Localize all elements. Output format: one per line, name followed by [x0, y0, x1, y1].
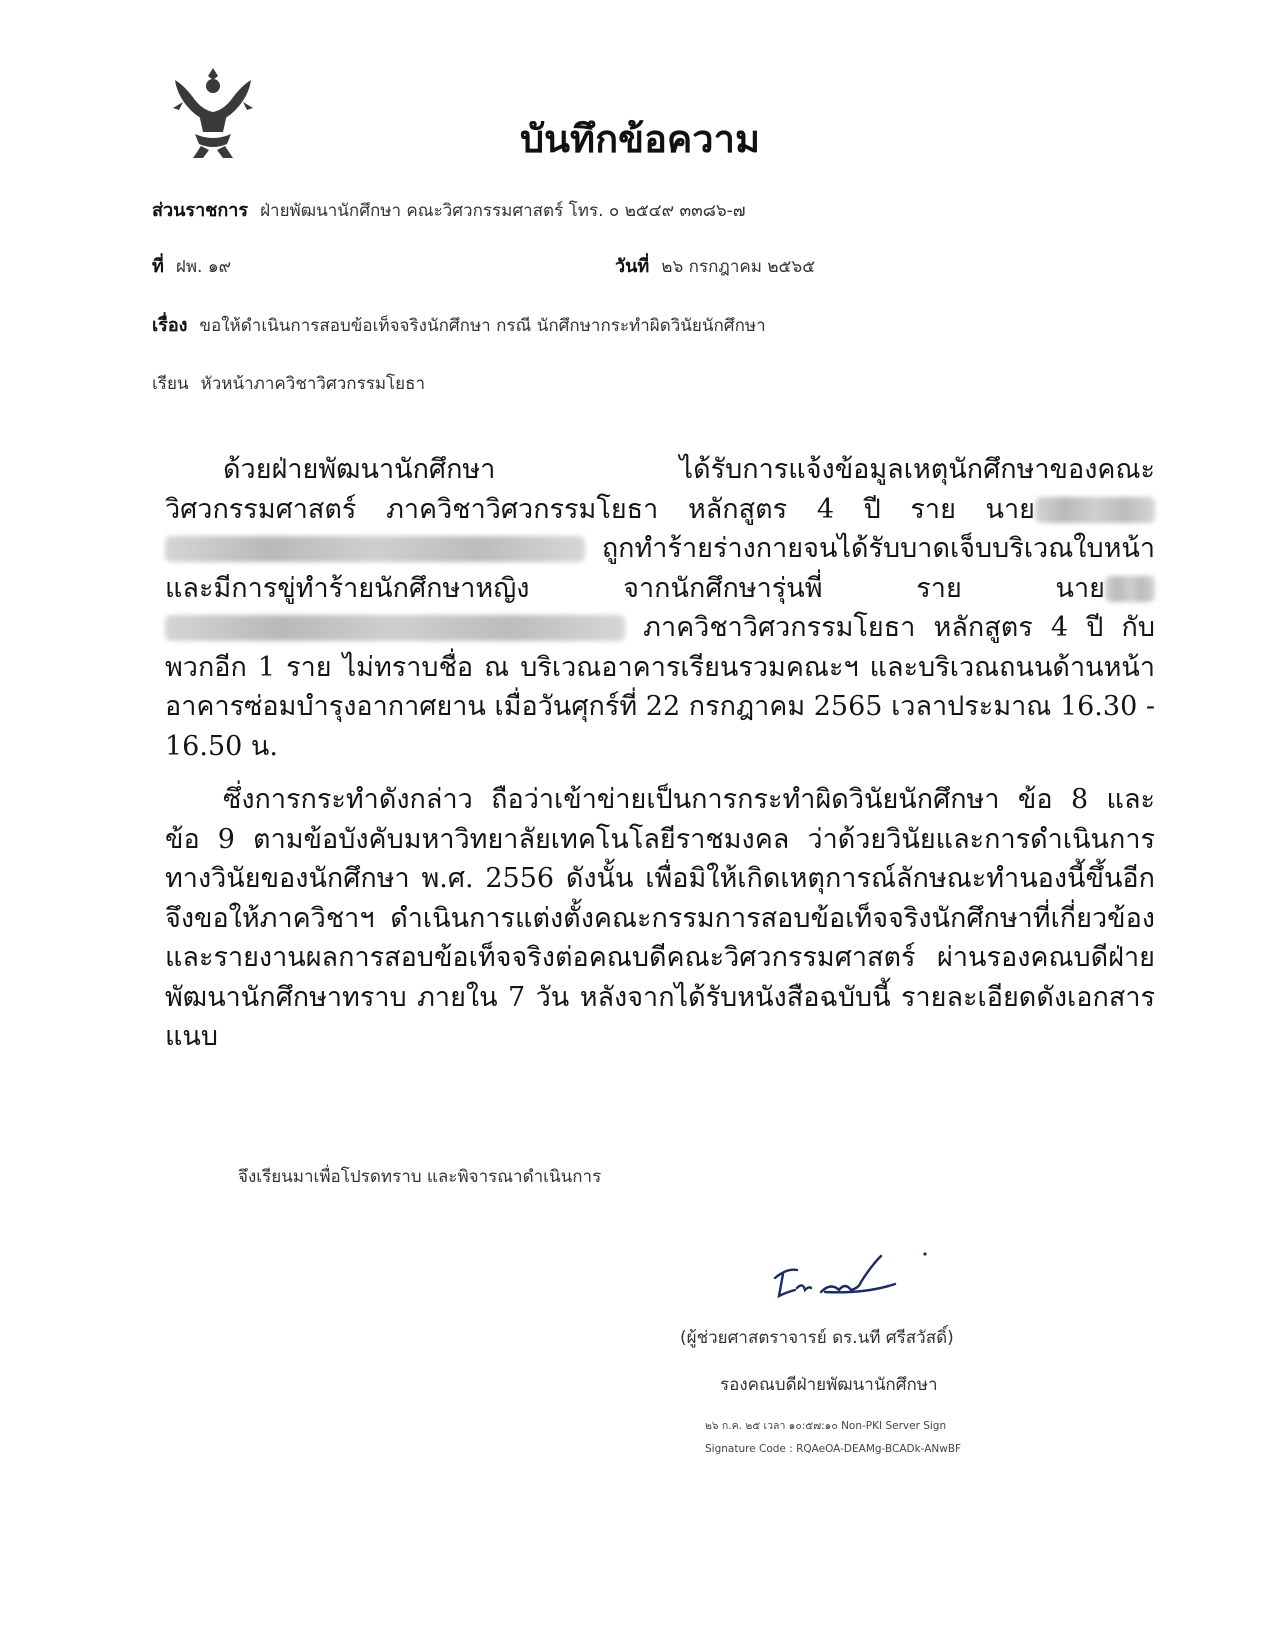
agency-row	[152, 195, 746, 224]
body-p1-part-a: ด้วยฝ่ายพัฒนานักศึกษา ได้รับการแจ้งข้อมูลเหตุนักศึกษาของคณะวิศวกรรมศาสตร์ ภาควิชาวิศวกรรมโยธา หลักสูตร 4 ปี ราย นาย	[165, 454, 1155, 525]
reference-row	[152, 251, 231, 280]
signatory-position: รองคณบดีฝ่ายพัฒนานักศึกษา	[720, 1375, 938, 1395]
subject-row	[152, 310, 766, 339]
subject-label: เรื่อง	[152, 315, 188, 336]
body-p1-part-b: ถูกทำร้ายร่างกายจนได้รับบาดเจ็บบริเวณใบหน้า และมีการขู่ทำร้ายนักศึกษาหญิง จากนักศึกษารุ่นพี่ ราย นาย	[165, 533, 1155, 604]
e-sign-metadata: ๒๖ ก.ค. ๒๕ เวลา ๑๐:๕๗:๑๐ Non-PKI Server Sign	[705, 1420, 947, 1432]
memo-body	[165, 450, 1155, 1071]
addressee-label: เรียน	[152, 374, 189, 394]
closing-line: จึงเรียนมาเพื่อโปรดทราบ และพิจารณาดำเนินการ	[238, 1167, 602, 1187]
addressee-value: หัวหน้าภาควิชาวิศวกรรมโยธา	[200, 374, 426, 394]
redacted-name-1	[1035, 497, 1155, 523]
reference-value: ฝพ. ๑๙	[175, 257, 232, 277]
signature-code: Signature Code : RQAeOA-DEAMg-BCADk-ANwBF	[705, 1443, 962, 1455]
body-paragraph-2: ซึ่งการกระทำดังกล่าว ถือว่าเข้าข่ายเป็นการกระทำผิดวินัยนักศึกษา ข้อ 8 และ ข้อ 9 ตามข้อบังคับมหาวิทยาลัยเทคโนโลยีราชมงคล ว่าด้วยวินัยและการดำเนินการทางวินัยของนักศึกษา พ.ศ. 2556 ดังนั้น เพื่อมิให้เกิดเหตุการณ์ลักษณะทำนองนี้ขึ้นอีก จึงขอให้ภาควิชาฯ ดำเนินการแต่งตั้งคณะกรรมการสอบข้อเท็จจริงนักศึกษาที่เกี่ยวข้อง และรายงานผลการสอบข้อเท็จจริงต่อคณบดีคณะวิศวกรรมศาสตร์ ผ่านรองคณบดีฝ่ายพัฒนานักศึกษาทราบ ภายใน 7 วัน หลังจากได้รับหนังสือฉบับนี้ รายละเอียดดังเอกสารแนบ	[165, 784, 1155, 1052]
signatory-name: (ผู้ช่วยศาสตราจารย์ ดร.นที ศรีสวัสดิ์)	[680, 1328, 954, 1348]
addressee-row	[152, 370, 425, 397]
date-value: ๒๖ กรกฎาคม ๒๕๖๕	[661, 257, 816, 277]
body-p1-part-c: ภาควิชาวิศวกรรมโยธา หลักสูตร 4 ปี กับพวกอีก 1 ราย ไม่ทราบชื่อ ณ บริเวณอาคารเรียนรวมคณะฯ และบริเวณถนนด้านหน้าอาคารซ่อมบำรุงอากาศยาน เมื่อวันศุกร์ที่ 22 กรกฎาคม 2565 เวลาประมาณ 16.30 - 16.50 น.	[165, 612, 1155, 762]
redacted-name-2	[1105, 576, 1155, 602]
agency-label: ส่วนราชการ	[152, 200, 249, 221]
date-row	[615, 251, 815, 280]
redacted-name-2b	[165, 615, 625, 641]
date-label: วันที่	[615, 256, 650, 277]
body-paragraph-1	[165, 450, 1155, 766]
memo-title: บันทึกข้อความ	[519, 117, 761, 161]
subject-value: ขอให้ดำเนินการสอบข้อเท็จจริงนักศึกษา กรณี นักศึกษากระทำผิดวินัยนักศึกษา	[199, 316, 766, 336]
agency-value: ฝ่ายพัฒนานักศึกษา คณะวิศวกรรมศาสตร์ โทร. ๐ ๒๕๔๙ ๓๓๘๖-๗	[260, 201, 746, 221]
handwritten-signature	[765, 1248, 945, 1312]
redacted-name-1b	[165, 536, 585, 562]
reference-label: ที่	[152, 256, 164, 277]
